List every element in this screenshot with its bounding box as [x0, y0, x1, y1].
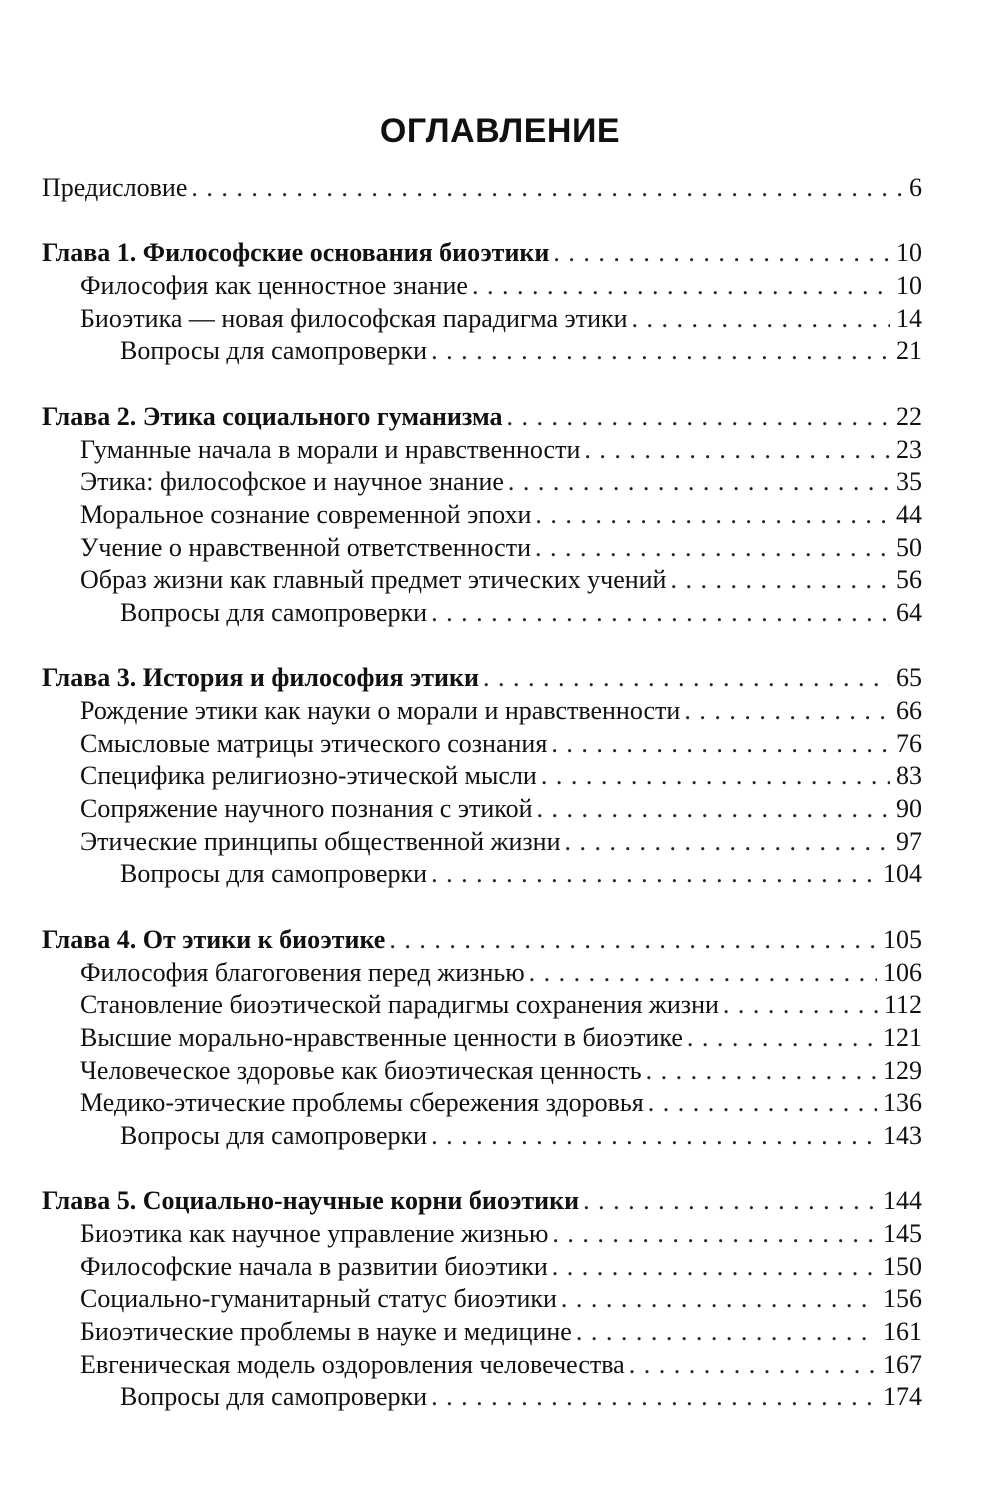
- page-number: 104: [883, 859, 922, 889]
- entry-label: Вопросы для самопроверки: [120, 1382, 428, 1412]
- entry-label: Рождение этики как науки о морали и нравственности: [80, 696, 681, 725]
- toc-entry-section: [0, 466, 1000, 499]
- entry-label: Биоэтические проблемы в науке и медицине: [80, 1317, 572, 1347]
- entry-label: Глава 3. История и философия этики: [42, 663, 479, 693]
- toc-entry-section: [0, 564, 1000, 597]
- page-number: 167: [883, 1349, 922, 1379]
- toc-entry-chapter: [0, 401, 1000, 434]
- toc-entry-section: [0, 989, 1000, 1022]
- dot-leader: [552, 1251, 877, 1284]
- dot-leader: [684, 695, 890, 728]
- toc-entry-section: [0, 303, 1000, 336]
- entry-label: Философские начала в развитии биоэтики: [80, 1251, 548, 1281]
- entry-label: Вопросы для самопроверки: [120, 1120, 428, 1150]
- toc-entry-review: [0, 335, 1000, 368]
- dot-leader: [576, 1316, 877, 1349]
- page-number: 64: [896, 597, 922, 627]
- page-number: 105: [883, 924, 922, 954]
- dot-leader: [508, 466, 890, 499]
- page-number: 161: [883, 1317, 922, 1347]
- page-number: 144: [883, 1186, 922, 1216]
- toc-entry-chapter: [0, 237, 1000, 270]
- toc-entry-section: [0, 532, 1000, 565]
- dot-leader: [553, 237, 890, 270]
- toc-entry-chapter: [0, 1185, 1000, 1218]
- toc-entry-review: [0, 1381, 1000, 1414]
- toc-entry-section: [0, 270, 1000, 303]
- entry-label: Этика: философское и научное знание: [80, 467, 504, 497]
- dot-leader: [583, 1185, 877, 1218]
- entry-label: Вопросы для самопроверки: [120, 597, 428, 627]
- entry-label: Гуманные начала в морали и нравственности: [80, 434, 581, 464]
- page-number: 44: [896, 499, 922, 529]
- dot-leader: [629, 1349, 877, 1382]
- entry-label: Философия как ценностное знание: [80, 271, 468, 301]
- entry-label: Учение о нравственной ответственности: [80, 532, 532, 562]
- toc-entry-section: [0, 1251, 1000, 1284]
- entry-label: Вопросы для самопроверки: [120, 859, 428, 889]
- page-number: 6: [909, 173, 922, 202]
- dot-leader: [561, 1283, 877, 1316]
- page-number: 50: [896, 532, 922, 562]
- toc-entry-preface: [0, 172, 1000, 205]
- dot-leader: [687, 1022, 877, 1055]
- entry-label: Биоэтика — новая философская парадигма этики: [80, 303, 628, 333]
- page-number: 156: [883, 1284, 922, 1314]
- entry-label: Глава 1. Философские основания биоэтики: [42, 238, 550, 268]
- entry-label: Сопряжение научного познания с этикой: [80, 794, 533, 824]
- dot-leader: [529, 957, 877, 990]
- page-number: 83: [896, 761, 922, 791]
- page-number: 129: [883, 1055, 922, 1085]
- dot-leader: [648, 1087, 877, 1120]
- toc-entry-section: [0, 1087, 1000, 1120]
- page-number: 136: [883, 1088, 922, 1118]
- page-number: 56: [896, 565, 922, 595]
- toc-entry-section: [0, 957, 1000, 990]
- spacer: [0, 891, 1000, 924]
- page-number: 106: [883, 957, 922, 987]
- entry-label: Глава 2. Этика социального гуманизма: [42, 401, 503, 431]
- page-number: 150: [883, 1251, 922, 1281]
- toc-entry-section: [0, 499, 1000, 532]
- entry-label: Специфика религиозно-этической мысли: [80, 761, 537, 791]
- dot-leader: [565, 826, 890, 859]
- toc-entry-review: [0, 597, 1000, 630]
- entry-label: Глава 4. От этики к биоэтике: [42, 924, 386, 954]
- entry-label: Смысловые матрицы этического сознания: [80, 728, 548, 758]
- page-number: 121: [883, 1022, 922, 1052]
- page-number: 97: [896, 826, 922, 856]
- table-of-contents: [0, 172, 1000, 1414]
- spacer: [0, 368, 1000, 401]
- dot-leader: [632, 303, 890, 336]
- page-number: 23: [896, 434, 922, 464]
- page-number: 174: [883, 1382, 922, 1412]
- entry-label: Человеческое здоровье как биоэтическая ценность: [80, 1055, 642, 1085]
- entry-label: Моральное сознание современной эпохи: [80, 499, 532, 529]
- toc-entry-section: [0, 1022, 1000, 1055]
- toc-entry-section: [0, 1283, 1000, 1316]
- dot-leader: [483, 662, 890, 695]
- entry-label: Биоэтика как научное управление жизнью: [80, 1219, 549, 1248]
- page-number: 90: [896, 794, 922, 824]
- dot-leader: [551, 728, 890, 761]
- dot-leader: [535, 532, 890, 565]
- dot-leader: [670, 564, 890, 597]
- page-number: 65: [896, 663, 922, 693]
- page-title: ОГЛАВЛЕНИЕ: [379, 112, 621, 150]
- entry-label: Предисловие: [42, 173, 188, 202]
- toc-entry-section: [0, 793, 1000, 826]
- spacer: [0, 630, 1000, 663]
- dot-leader: [646, 1055, 877, 1088]
- page-number: 21: [896, 336, 922, 366]
- dot-leader: [535, 499, 890, 532]
- entry-label: Образ жизни как главный предмет этических учений: [80, 565, 667, 595]
- toc-entry-section: [0, 1218, 1000, 1251]
- dot-leader: [191, 172, 903, 205]
- dot-leader: [552, 1218, 877, 1251]
- entry-label: Философия благоговения перед жизнью: [80, 957, 525, 987]
- entry-label: Становление биоэтической парадигмы сохранения жизни: [80, 990, 719, 1020]
- dot-leader: [431, 858, 877, 891]
- page-number: 112: [883, 990, 922, 1020]
- dot-leader: [431, 1120, 877, 1153]
- page-number: 145: [883, 1219, 922, 1248]
- dot-leader: [472, 270, 890, 303]
- page-number: 14: [896, 303, 922, 333]
- dot-leader: [506, 401, 890, 434]
- dot-leader: [431, 597, 890, 630]
- toc-entry-section: [0, 1055, 1000, 1088]
- page-number: 10: [896, 271, 922, 301]
- page-number: 10: [896, 238, 922, 268]
- dot-leader: [431, 1381, 877, 1414]
- entry-label: Медико-этические проблемы сбережения здоровья: [80, 1088, 644, 1118]
- entry-label: Евгеническая модель оздоровления человечества: [80, 1349, 625, 1379]
- dot-leader: [541, 760, 890, 793]
- entry-label: Вопросы для самопроверки: [120, 336, 428, 366]
- toc-entry-chapter: [0, 924, 1000, 957]
- dot-leader: [389, 924, 877, 957]
- toc-entry-section: [0, 728, 1000, 761]
- page-number: 76: [896, 728, 922, 758]
- entry-label: Глава 5. Социально-научные корни биоэтики: [42, 1186, 580, 1216]
- toc-entry-section: [0, 434, 1000, 467]
- page-number: 143: [883, 1120, 922, 1150]
- toc-entry-section: [0, 1349, 1000, 1382]
- toc-entry-review: [0, 1120, 1000, 1153]
- dot-leader: [537, 793, 890, 826]
- toc-entry-section: [0, 826, 1000, 859]
- page-number: 35: [896, 467, 922, 497]
- toc-entry-section: [0, 760, 1000, 793]
- dot-leader: [723, 989, 878, 1022]
- toc-entry-section: [0, 1316, 1000, 1349]
- page-number: 66: [896, 696, 922, 725]
- dot-leader: [584, 434, 890, 467]
- page-number: 22: [896, 401, 922, 431]
- entry-label: Социально-гуманитарный статус биоэтики: [80, 1284, 557, 1314]
- spacer: [0, 205, 1000, 238]
- dot-leader: [431, 335, 890, 368]
- entry-label: Высшие морально-нравственные ценности в биоэтике: [80, 1022, 683, 1052]
- toc-entry-section: [0, 695, 1000, 728]
- toc-entry-chapter: [0, 662, 1000, 695]
- entry-label: Этические принципы общественной жизни: [80, 826, 561, 856]
- toc-entry-review: [0, 858, 1000, 891]
- spacer: [0, 1153, 1000, 1186]
